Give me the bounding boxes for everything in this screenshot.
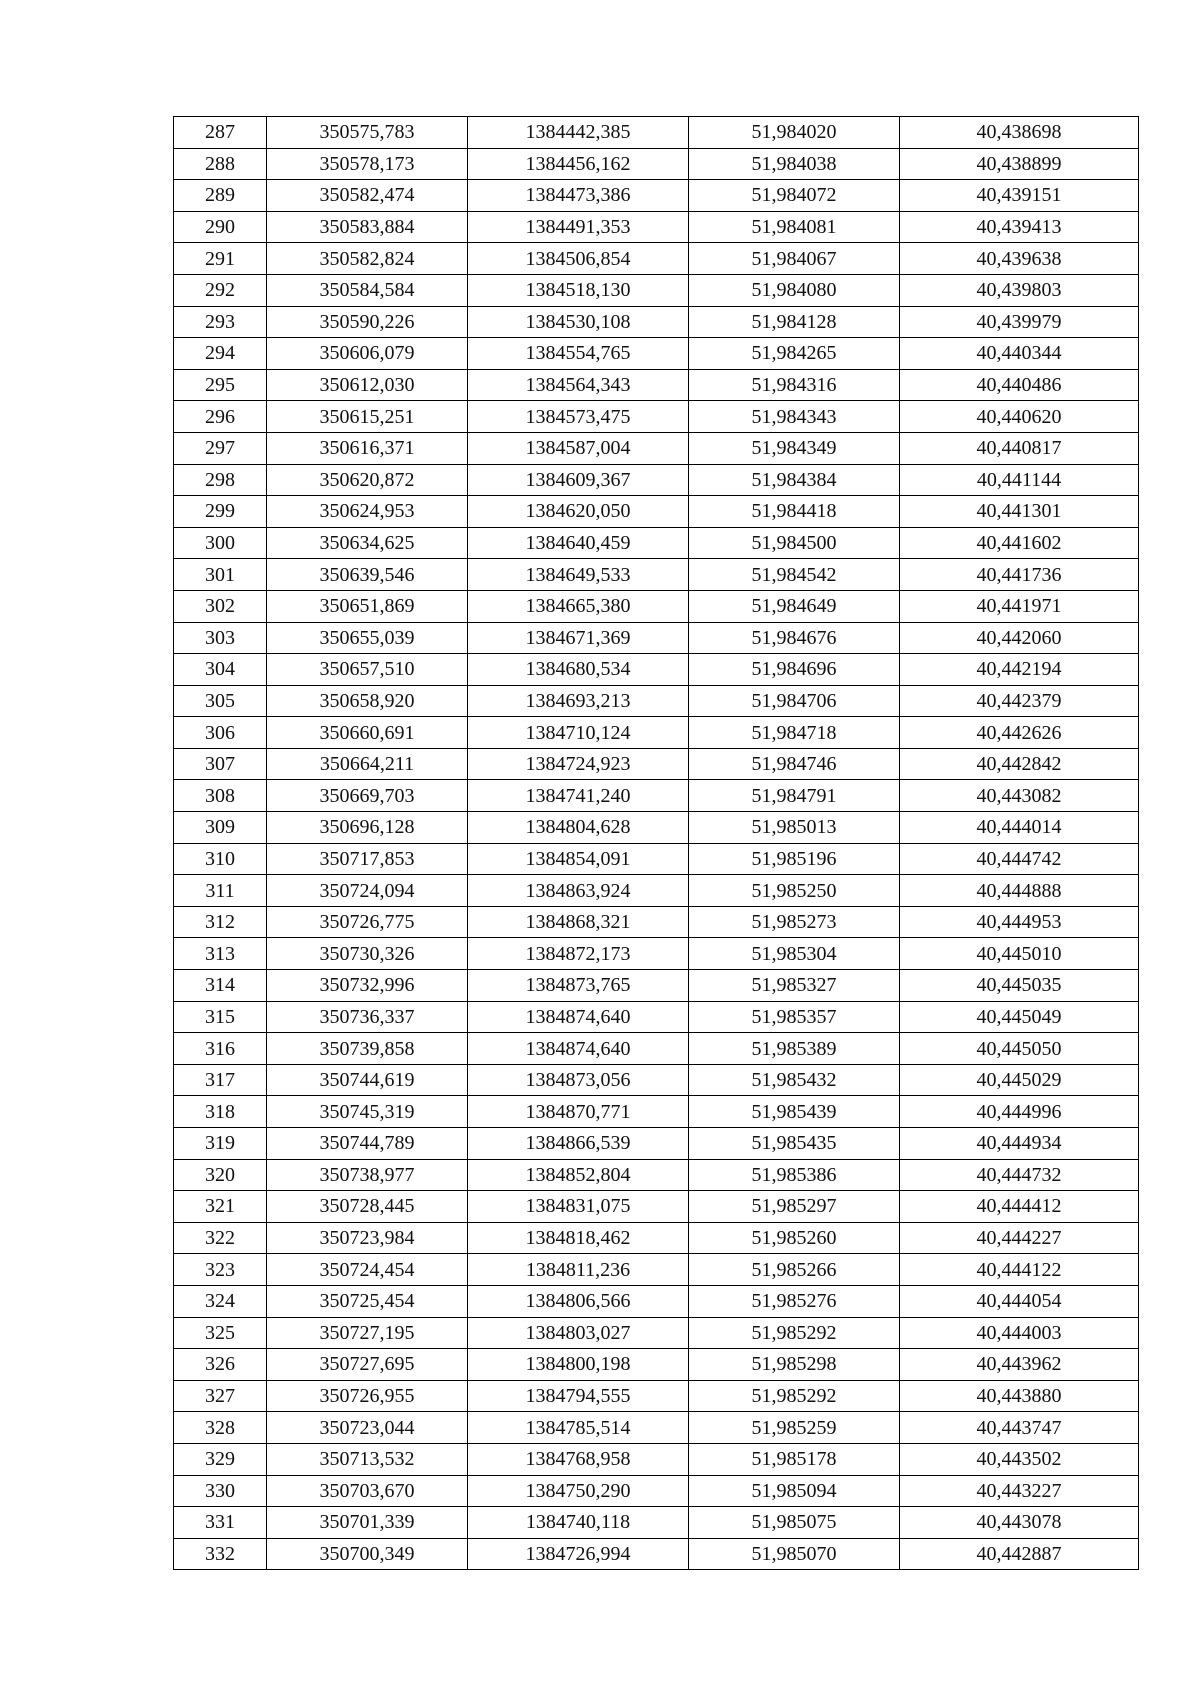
- x-coordinate-cell: 350615,251: [267, 401, 468, 433]
- point-number-cell: 330: [174, 1475, 267, 1507]
- table-row: [174, 1096, 1139, 1128]
- y-coordinate-cell: 1384506,854: [468, 243, 689, 275]
- latitude-cell: 51,984038: [689, 148, 900, 180]
- table-row: [174, 1317, 1139, 1349]
- longitude-cell: 40,444742: [900, 843, 1139, 875]
- point-number-cell: 324: [174, 1285, 267, 1317]
- x-coordinate-cell: 350658,920: [267, 685, 468, 717]
- longitude-cell: 40,444003: [900, 1317, 1139, 1349]
- point-number-cell: 291: [174, 243, 267, 275]
- table-row: [174, 1191, 1139, 1223]
- longitude-cell: 40,442379: [900, 685, 1139, 717]
- table-row: [174, 590, 1139, 622]
- table-row: [174, 401, 1139, 433]
- point-number-cell: 308: [174, 780, 267, 812]
- point-number-cell: 292: [174, 274, 267, 306]
- longitude-cell: 40,443880: [900, 1380, 1139, 1412]
- y-coordinate-cell: 1384665,380: [468, 590, 689, 622]
- longitude-cell: 40,439803: [900, 274, 1139, 306]
- table-row: [174, 622, 1139, 654]
- coordinates-table-body: [174, 117, 1139, 1570]
- point-number-cell: 309: [174, 812, 267, 844]
- latitude-cell: 51,984718: [689, 717, 900, 749]
- latitude-cell: 51,984265: [689, 338, 900, 370]
- x-coordinate-cell: 350724,454: [267, 1254, 468, 1286]
- longitude-cell: 40,444014: [900, 812, 1139, 844]
- latitude-cell: 51,985435: [689, 1128, 900, 1160]
- latitude-cell: 51,985273: [689, 906, 900, 938]
- y-coordinate-cell: 1384873,765: [468, 970, 689, 1002]
- longitude-cell: 40,445050: [900, 1033, 1139, 1065]
- y-coordinate-cell: 1384785,514: [468, 1412, 689, 1444]
- latitude-cell: 51,984067: [689, 243, 900, 275]
- table-row: [174, 117, 1139, 149]
- point-number-cell: 311: [174, 875, 267, 907]
- longitude-cell: 40,445035: [900, 970, 1139, 1002]
- point-number-cell: 294: [174, 338, 267, 370]
- x-coordinate-cell: 350606,079: [267, 338, 468, 370]
- latitude-cell: 51,985327: [689, 970, 900, 1002]
- latitude-cell: 51,984343: [689, 401, 900, 433]
- table-row: [174, 1128, 1139, 1160]
- latitude-cell: 51,984746: [689, 748, 900, 780]
- y-coordinate-cell: 1384870,771: [468, 1096, 689, 1128]
- point-number-cell: 313: [174, 938, 267, 970]
- point-number-cell: 288: [174, 148, 267, 180]
- y-coordinate-cell: 1384803,027: [468, 1317, 689, 1349]
- y-coordinate-cell: 1384872,173: [468, 938, 689, 970]
- point-number-cell: 331: [174, 1507, 267, 1539]
- latitude-cell: 51,985276: [689, 1285, 900, 1317]
- x-coordinate-cell: 350655,039: [267, 622, 468, 654]
- point-number-cell: 322: [174, 1222, 267, 1254]
- longitude-cell: 40,441602: [900, 527, 1139, 559]
- longitude-cell: 40,443747: [900, 1412, 1139, 1444]
- latitude-cell: 51,985266: [689, 1254, 900, 1286]
- x-coordinate-cell: 350578,173: [267, 148, 468, 180]
- table-row: [174, 1064, 1139, 1096]
- x-coordinate-cell: 350723,044: [267, 1412, 468, 1444]
- y-coordinate-cell: 1384573,475: [468, 401, 689, 433]
- point-number-cell: 317: [174, 1064, 267, 1096]
- longitude-cell: 40,441971: [900, 590, 1139, 622]
- x-coordinate-cell: 350744,789: [267, 1128, 468, 1160]
- y-coordinate-cell: 1384831,075: [468, 1191, 689, 1223]
- table-row: [174, 1380, 1139, 1412]
- latitude-cell: 51,985260: [689, 1222, 900, 1254]
- latitude-cell: 51,985094: [689, 1475, 900, 1507]
- y-coordinate-cell: 1384866,539: [468, 1128, 689, 1160]
- x-coordinate-cell: 350664,211: [267, 748, 468, 780]
- table-row: [174, 1001, 1139, 1033]
- table-row: [174, 338, 1139, 370]
- table-row: [174, 906, 1139, 938]
- y-coordinate-cell: 1384564,343: [468, 369, 689, 401]
- latitude-cell: 51,984696: [689, 654, 900, 686]
- point-number-cell: 297: [174, 432, 267, 464]
- y-coordinate-cell: 1384854,091: [468, 843, 689, 875]
- y-coordinate-cell: 1384811,236: [468, 1254, 689, 1286]
- latitude-cell: 51,984542: [689, 559, 900, 591]
- table-row: [174, 559, 1139, 591]
- point-number-cell: 306: [174, 717, 267, 749]
- x-coordinate-cell: 350730,326: [267, 938, 468, 970]
- point-number-cell: 295: [174, 369, 267, 401]
- point-number-cell: 320: [174, 1159, 267, 1191]
- longitude-cell: 40,440817: [900, 432, 1139, 464]
- table-row: [174, 843, 1139, 875]
- longitude-cell: 40,444412: [900, 1191, 1139, 1223]
- x-coordinate-cell: 350620,872: [267, 464, 468, 496]
- latitude-cell: 51,985178: [689, 1443, 900, 1475]
- table-row: [174, 306, 1139, 338]
- longitude-cell: 40,443502: [900, 1443, 1139, 1475]
- longitude-cell: 40,441301: [900, 496, 1139, 528]
- latitude-cell: 51,984020: [689, 117, 900, 149]
- point-number-cell: 300: [174, 527, 267, 559]
- point-number-cell: 332: [174, 1538, 267, 1570]
- x-coordinate-cell: 350583,884: [267, 211, 468, 243]
- x-coordinate-cell: 350624,953: [267, 496, 468, 528]
- y-coordinate-cell: 1384530,108: [468, 306, 689, 338]
- longitude-cell: 40,441736: [900, 559, 1139, 591]
- point-number-cell: 303: [174, 622, 267, 654]
- longitude-cell: 40,441144: [900, 464, 1139, 496]
- longitude-cell: 40,443078: [900, 1507, 1139, 1539]
- longitude-cell: 40,443082: [900, 780, 1139, 812]
- y-coordinate-cell: 1384710,124: [468, 717, 689, 749]
- latitude-cell: 51,985013: [689, 812, 900, 844]
- table-row: [174, 685, 1139, 717]
- x-coordinate-cell: 350634,625: [267, 527, 468, 559]
- point-number-cell: 318: [174, 1096, 267, 1128]
- point-number-cell: 293: [174, 306, 267, 338]
- y-coordinate-cell: 1384724,923: [468, 748, 689, 780]
- x-coordinate-cell: 350725,454: [267, 1285, 468, 1317]
- latitude-cell: 51,984706: [689, 685, 900, 717]
- latitude-cell: 51,985439: [689, 1096, 900, 1128]
- x-coordinate-cell: 350701,339: [267, 1507, 468, 1539]
- y-coordinate-cell: 1384442,385: [468, 117, 689, 149]
- table-row: [174, 1159, 1139, 1191]
- longitude-cell: 40,438698: [900, 117, 1139, 149]
- y-coordinate-cell: 1384750,290: [468, 1475, 689, 1507]
- y-coordinate-cell: 1384741,240: [468, 780, 689, 812]
- x-coordinate-cell: 350584,584: [267, 274, 468, 306]
- longitude-cell: 40,444054: [900, 1285, 1139, 1317]
- latitude-cell: 51,985298: [689, 1349, 900, 1381]
- x-coordinate-cell: 350744,619: [267, 1064, 468, 1096]
- longitude-cell: 40,442194: [900, 654, 1139, 686]
- longitude-cell: 40,444996: [900, 1096, 1139, 1128]
- coordinates-table: [173, 116, 1139, 1570]
- table-row: [174, 432, 1139, 464]
- y-coordinate-cell: 1384794,555: [468, 1380, 689, 1412]
- longitude-cell: 40,439413: [900, 211, 1139, 243]
- point-number-cell: 323: [174, 1254, 267, 1286]
- latitude-cell: 51,984072: [689, 180, 900, 212]
- latitude-cell: 51,984349: [689, 432, 900, 464]
- longitude-cell: 40,439979: [900, 306, 1139, 338]
- x-coordinate-cell: 350703,670: [267, 1475, 468, 1507]
- y-coordinate-cell: 1384863,924: [468, 875, 689, 907]
- x-coordinate-cell: 350723,984: [267, 1222, 468, 1254]
- latitude-cell: 51,984676: [689, 622, 900, 654]
- latitude-cell: 51,985259: [689, 1412, 900, 1444]
- table-row: [174, 464, 1139, 496]
- y-coordinate-cell: 1384740,118: [468, 1507, 689, 1539]
- point-number-cell: 305: [174, 685, 267, 717]
- latitude-cell: 51,984384: [689, 464, 900, 496]
- table-row: [174, 1412, 1139, 1444]
- table-row: [174, 1222, 1139, 1254]
- point-number-cell: 314: [174, 970, 267, 1002]
- table-row: [174, 1254, 1139, 1286]
- point-number-cell: 298: [174, 464, 267, 496]
- longitude-cell: 40,440344: [900, 338, 1139, 370]
- table-row: [174, 1538, 1139, 1570]
- y-coordinate-cell: 1384640,459: [468, 527, 689, 559]
- point-number-cell: 326: [174, 1349, 267, 1381]
- x-coordinate-cell: 350657,510: [267, 654, 468, 686]
- point-number-cell: 307: [174, 748, 267, 780]
- point-number-cell: 289: [174, 180, 267, 212]
- longitude-cell: 40,440486: [900, 369, 1139, 401]
- y-coordinate-cell: 1384800,198: [468, 1349, 689, 1381]
- x-coordinate-cell: 350726,775: [267, 906, 468, 938]
- table-row: [174, 812, 1139, 844]
- point-number-cell: 287: [174, 117, 267, 149]
- longitude-cell: 40,442887: [900, 1538, 1139, 1570]
- x-coordinate-cell: 350717,853: [267, 843, 468, 875]
- table-row: [174, 1285, 1139, 1317]
- table-row: [174, 970, 1139, 1002]
- x-coordinate-cell: 350575,783: [267, 117, 468, 149]
- point-number-cell: 327: [174, 1380, 267, 1412]
- longitude-cell: 40,443962: [900, 1349, 1139, 1381]
- table-row: [174, 496, 1139, 528]
- point-number-cell: 319: [174, 1128, 267, 1160]
- longitude-cell: 40,438899: [900, 148, 1139, 180]
- x-coordinate-cell: 350669,703: [267, 780, 468, 812]
- longitude-cell: 40,445029: [900, 1064, 1139, 1096]
- point-number-cell: 302: [174, 590, 267, 622]
- longitude-cell: 40,442060: [900, 622, 1139, 654]
- longitude-cell: 40,444953: [900, 906, 1139, 938]
- y-coordinate-cell: 1384693,213: [468, 685, 689, 717]
- point-number-cell: 301: [174, 559, 267, 591]
- y-coordinate-cell: 1384818,462: [468, 1222, 689, 1254]
- point-number-cell: 296: [174, 401, 267, 433]
- longitude-cell: 40,439638: [900, 243, 1139, 275]
- point-number-cell: 310: [174, 843, 267, 875]
- table-row: [174, 1349, 1139, 1381]
- y-coordinate-cell: 1384473,386: [468, 180, 689, 212]
- x-coordinate-cell: 350736,337: [267, 1001, 468, 1033]
- y-coordinate-cell: 1384554,765: [468, 338, 689, 370]
- point-number-cell: 316: [174, 1033, 267, 1065]
- latitude-cell: 51,985075: [689, 1507, 900, 1539]
- latitude-cell: 51,985297: [689, 1191, 900, 1223]
- longitude-cell: 40,440620: [900, 401, 1139, 433]
- y-coordinate-cell: 1384874,640: [468, 1033, 689, 1065]
- latitude-cell: 51,985432: [689, 1064, 900, 1096]
- table-row: [174, 780, 1139, 812]
- table-row: [174, 180, 1139, 212]
- table-row: [174, 243, 1139, 275]
- table-row: [174, 938, 1139, 970]
- x-coordinate-cell: 350590,226: [267, 306, 468, 338]
- x-coordinate-cell: 350696,128: [267, 812, 468, 844]
- x-coordinate-cell: 350727,695: [267, 1349, 468, 1381]
- x-coordinate-cell: 350726,955: [267, 1380, 468, 1412]
- latitude-cell: 51,985357: [689, 1001, 900, 1033]
- x-coordinate-cell: 350732,996: [267, 970, 468, 1002]
- latitude-cell: 51,984791: [689, 780, 900, 812]
- longitude-cell: 40,444122: [900, 1254, 1139, 1286]
- y-coordinate-cell: 1384768,958: [468, 1443, 689, 1475]
- y-coordinate-cell: 1384518,130: [468, 274, 689, 306]
- longitude-cell: 40,439151: [900, 180, 1139, 212]
- table-row: [174, 717, 1139, 749]
- longitude-cell: 40,445049: [900, 1001, 1139, 1033]
- x-coordinate-cell: 350651,869: [267, 590, 468, 622]
- table-row: [174, 369, 1139, 401]
- y-coordinate-cell: 1384804,628: [468, 812, 689, 844]
- latitude-cell: 51,984081: [689, 211, 900, 243]
- longitude-cell: 40,445010: [900, 938, 1139, 970]
- latitude-cell: 51,984316: [689, 369, 900, 401]
- point-number-cell: 329: [174, 1443, 267, 1475]
- longitude-cell: 40,443227: [900, 1475, 1139, 1507]
- y-coordinate-cell: 1384873,056: [468, 1064, 689, 1096]
- x-coordinate-cell: 350582,824: [267, 243, 468, 275]
- point-number-cell: 315: [174, 1001, 267, 1033]
- longitude-cell: 40,442626: [900, 717, 1139, 749]
- x-coordinate-cell: 350728,445: [267, 1191, 468, 1223]
- longitude-cell: 40,442842: [900, 748, 1139, 780]
- latitude-cell: 51,985304: [689, 938, 900, 970]
- x-coordinate-cell: 350700,349: [267, 1538, 468, 1570]
- x-coordinate-cell: 350660,691: [267, 717, 468, 749]
- x-coordinate-cell: 350745,319: [267, 1096, 468, 1128]
- table-row: [174, 274, 1139, 306]
- y-coordinate-cell: 1384456,162: [468, 148, 689, 180]
- table-row: [174, 1475, 1139, 1507]
- y-coordinate-cell: 1384620,050: [468, 496, 689, 528]
- table-row: [174, 211, 1139, 243]
- table-row: [174, 1443, 1139, 1475]
- point-number-cell: 321: [174, 1191, 267, 1223]
- y-coordinate-cell: 1384680,534: [468, 654, 689, 686]
- point-number-cell: 299: [174, 496, 267, 528]
- longitude-cell: 40,444732: [900, 1159, 1139, 1191]
- y-coordinate-cell: 1384726,994: [468, 1538, 689, 1570]
- latitude-cell: 51,985292: [689, 1317, 900, 1349]
- point-number-cell: 290: [174, 211, 267, 243]
- table-row: [174, 654, 1139, 686]
- point-number-cell: 328: [174, 1412, 267, 1444]
- latitude-cell: 51,984080: [689, 274, 900, 306]
- y-coordinate-cell: 1384649,533: [468, 559, 689, 591]
- table-row: [174, 1507, 1139, 1539]
- latitude-cell: 51,984418: [689, 496, 900, 528]
- point-number-cell: 312: [174, 906, 267, 938]
- y-coordinate-cell: 1384671,369: [468, 622, 689, 654]
- latitude-cell: 51,985250: [689, 875, 900, 907]
- y-coordinate-cell: 1384587,004: [468, 432, 689, 464]
- latitude-cell: 51,984128: [689, 306, 900, 338]
- x-coordinate-cell: 350612,030: [267, 369, 468, 401]
- latitude-cell: 51,985196: [689, 843, 900, 875]
- table-row: [174, 875, 1139, 907]
- longitude-cell: 40,444888: [900, 875, 1139, 907]
- latitude-cell: 51,985386: [689, 1159, 900, 1191]
- y-coordinate-cell: 1384491,353: [468, 211, 689, 243]
- table-row: [174, 527, 1139, 559]
- point-number-cell: 325: [174, 1317, 267, 1349]
- x-coordinate-cell: 350724,094: [267, 875, 468, 907]
- longitude-cell: 40,444227: [900, 1222, 1139, 1254]
- y-coordinate-cell: 1384609,367: [468, 464, 689, 496]
- table-row: [174, 148, 1139, 180]
- x-coordinate-cell: 350738,977: [267, 1159, 468, 1191]
- latitude-cell: 51,985070: [689, 1538, 900, 1570]
- x-coordinate-cell: 350582,474: [267, 180, 468, 212]
- point-number-cell: 304: [174, 654, 267, 686]
- x-coordinate-cell: 350727,195: [267, 1317, 468, 1349]
- x-coordinate-cell: 350639,546: [267, 559, 468, 591]
- table-row: [174, 1033, 1139, 1065]
- x-coordinate-cell: 350616,371: [267, 432, 468, 464]
- x-coordinate-cell: 350739,858: [267, 1033, 468, 1065]
- latitude-cell: 51,984500: [689, 527, 900, 559]
- latitude-cell: 51,984649: [689, 590, 900, 622]
- table-row: [174, 748, 1139, 780]
- latitude-cell: 51,985292: [689, 1380, 900, 1412]
- longitude-cell: 40,444934: [900, 1128, 1139, 1160]
- y-coordinate-cell: 1384874,640: [468, 1001, 689, 1033]
- x-coordinate-cell: 350713,532: [267, 1443, 468, 1475]
- latitude-cell: 51,985389: [689, 1033, 900, 1065]
- y-coordinate-cell: 1384868,321: [468, 906, 689, 938]
- y-coordinate-cell: 1384852,804: [468, 1159, 689, 1191]
- y-coordinate-cell: 1384806,566: [468, 1285, 689, 1317]
